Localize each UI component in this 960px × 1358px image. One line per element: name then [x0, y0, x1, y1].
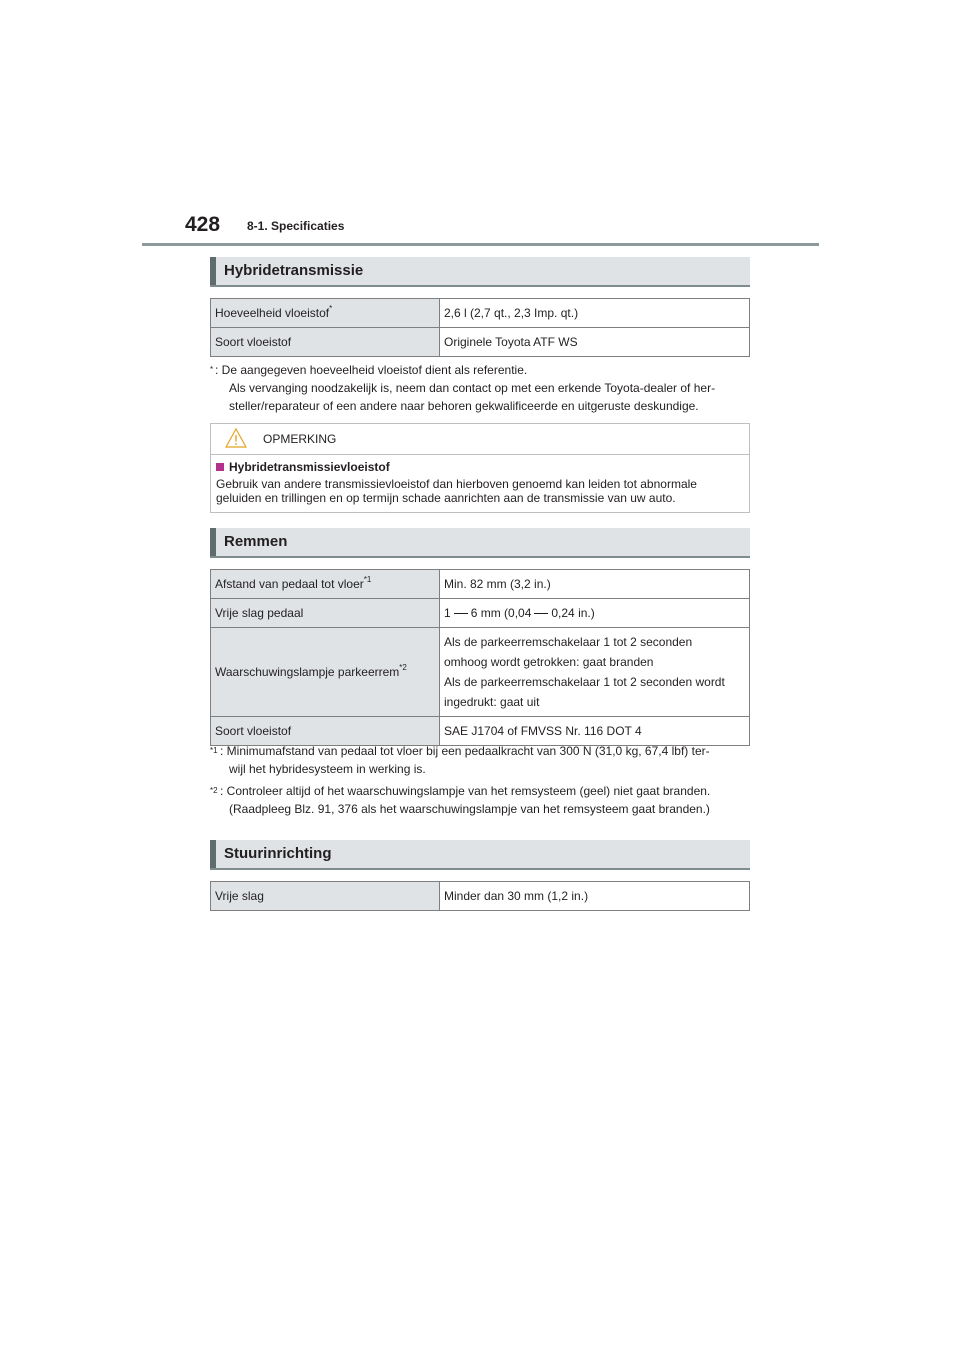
table-value-cell: Min. 82 mm (3,2 in.) — [440, 570, 750, 599]
notice-label: OPMERKING — [263, 432, 337, 446]
section-accent — [210, 257, 216, 285]
table-label-cell — [211, 299, 440, 328]
section-title-text: Hybridetransmissie — [224, 262, 364, 279]
cell-text: 6 mm (0,04 — [470, 606, 532, 620]
dash-glyph — [454, 613, 468, 614]
page-number: 428 — [185, 213, 221, 236]
table-row — [211, 570, 750, 599]
notice-subtitle-text: Hybridetransmissievloeistof — [229, 460, 390, 474]
cell-line: Als de parkeerremschakelaar 1 tot 2 seconden wordt — [444, 675, 725, 689]
table-row — [211, 882, 750, 911]
footnote-brakes-2 — [210, 782, 755, 818]
cell-text: Hoeveelheid vloeistof — [215, 306, 330, 320]
notice-body — [211, 455, 749, 510]
footnote-mark: *2 — [210, 786, 218, 795]
warning-icon — [225, 428, 247, 448]
footnote-line: Als vervanging noodzakelijk is, neem dan contact op met een erkende Toyota-dealer of her- — [229, 381, 716, 395]
chapter-title: 8-1. Specificaties — [247, 219, 345, 233]
footnote-line: steller/reparateur of een andere naar behoren gekwalificeerde en uitgeruste deskundige. — [229, 399, 699, 413]
table-value-cell: 2,6 l (2,7 qt., 2,3 Imp. qt.) — [440, 299, 750, 328]
footnote-hybrid — [210, 361, 755, 415]
section-accent — [210, 840, 216, 868]
cell-text: Afstand van pedaal tot vloer — [215, 577, 364, 591]
cell-text: 1 — [444, 606, 451, 620]
notice-box — [210, 423, 750, 513]
header-rule — [142, 243, 819, 246]
footnote-line: : Controleer altijd of het waarschuwingslampje van het remsysteem (geel) niet gaat branden. — [220, 784, 711, 798]
table-label-cell: Soort vloeistof — [211, 328, 440, 357]
table-value-cell: SAE J1704 of FMVSS Nr. 116 DOT 4 — [440, 717, 750, 746]
page-header — [0, 0, 960, 250]
brakes-spec-table — [210, 569, 750, 746]
table-label-cell: Soort vloeistof — [211, 717, 440, 746]
table-row — [211, 599, 750, 628]
cell-text: 0,24 in.) — [551, 606, 595, 620]
section-title-text: Remmen — [224, 533, 288, 550]
steering-spec-table — [210, 881, 750, 911]
hybrid-spec-table — [210, 298, 750, 357]
cell-line: ingedrukt: gaat uit — [444, 695, 540, 709]
section-title-brakes — [210, 528, 750, 558]
table-label-cell — [211, 570, 440, 599]
section-title-text: Stuurinrichting — [224, 845, 332, 862]
section-accent — [210, 528, 216, 556]
dash-glyph — [534, 613, 548, 614]
footnote-line: (Raadpleeg Blz. 91, 376 als het waarschuwingslampje van het remsysteem gaat branden.) — [229, 802, 710, 816]
table-value-cell — [440, 599, 750, 628]
notice-text: Gebruik van andere transmissievloeistof dan hierboven genoemd kan leiden tot abnormale geluiden en trillingen en op termijn schade aanrichten aan de transmissie van uw auto. — [216, 477, 697, 505]
table-value-cell: Minder dan 30 mm (1,2 in.) — [440, 882, 750, 911]
table-label-cell: Vrije slag — [211, 882, 440, 911]
cell-line: Als de parkeerremschakelaar 1 tot 2 seconden — [444, 635, 693, 649]
section-title-hybrid — [210, 257, 750, 287]
cell-line: omhoog wordt getrokken: gaat branden — [444, 655, 654, 669]
notice-subtitle — [216, 460, 744, 474]
table-row — [211, 628, 750, 717]
notice-header — [211, 424, 749, 455]
table-value-cell: Originele Toyota ATF WS — [440, 328, 750, 357]
table-row — [211, 299, 750, 328]
table-value-cell — [440, 628, 750, 717]
footnote-ref: *2 — [399, 663, 407, 672]
footnote-line: : De aangegeven hoeveelheid vloeistof dient als referentie. — [215, 363, 528, 377]
table-row — [211, 328, 750, 357]
square-bullet-icon — [216, 463, 224, 471]
footnote-ref: * — [329, 304, 333, 313]
table-label-cell — [211, 628, 440, 717]
footnote-ref: *1 — [363, 575, 372, 584]
footnote-mark: * — [210, 365, 214, 374]
footnote-brakes-1 — [210, 742, 755, 778]
table-label-cell: Vrije slag pedaal — [211, 599, 440, 628]
footnote-mark: *1 — [210, 746, 218, 755]
section-title-steering — [210, 840, 750, 870]
footnote-line: : Minimumafstand van pedaal tot vloer bij een pedaalkracht van 300 N (31,0 kg, 67,4 lbf) ter- — [220, 744, 710, 758]
cell-text: Waarschuwingslampje parkeerrem — [215, 665, 400, 679]
footnote-line: wijl het hybridesysteem in werking is. — [229, 762, 426, 776]
